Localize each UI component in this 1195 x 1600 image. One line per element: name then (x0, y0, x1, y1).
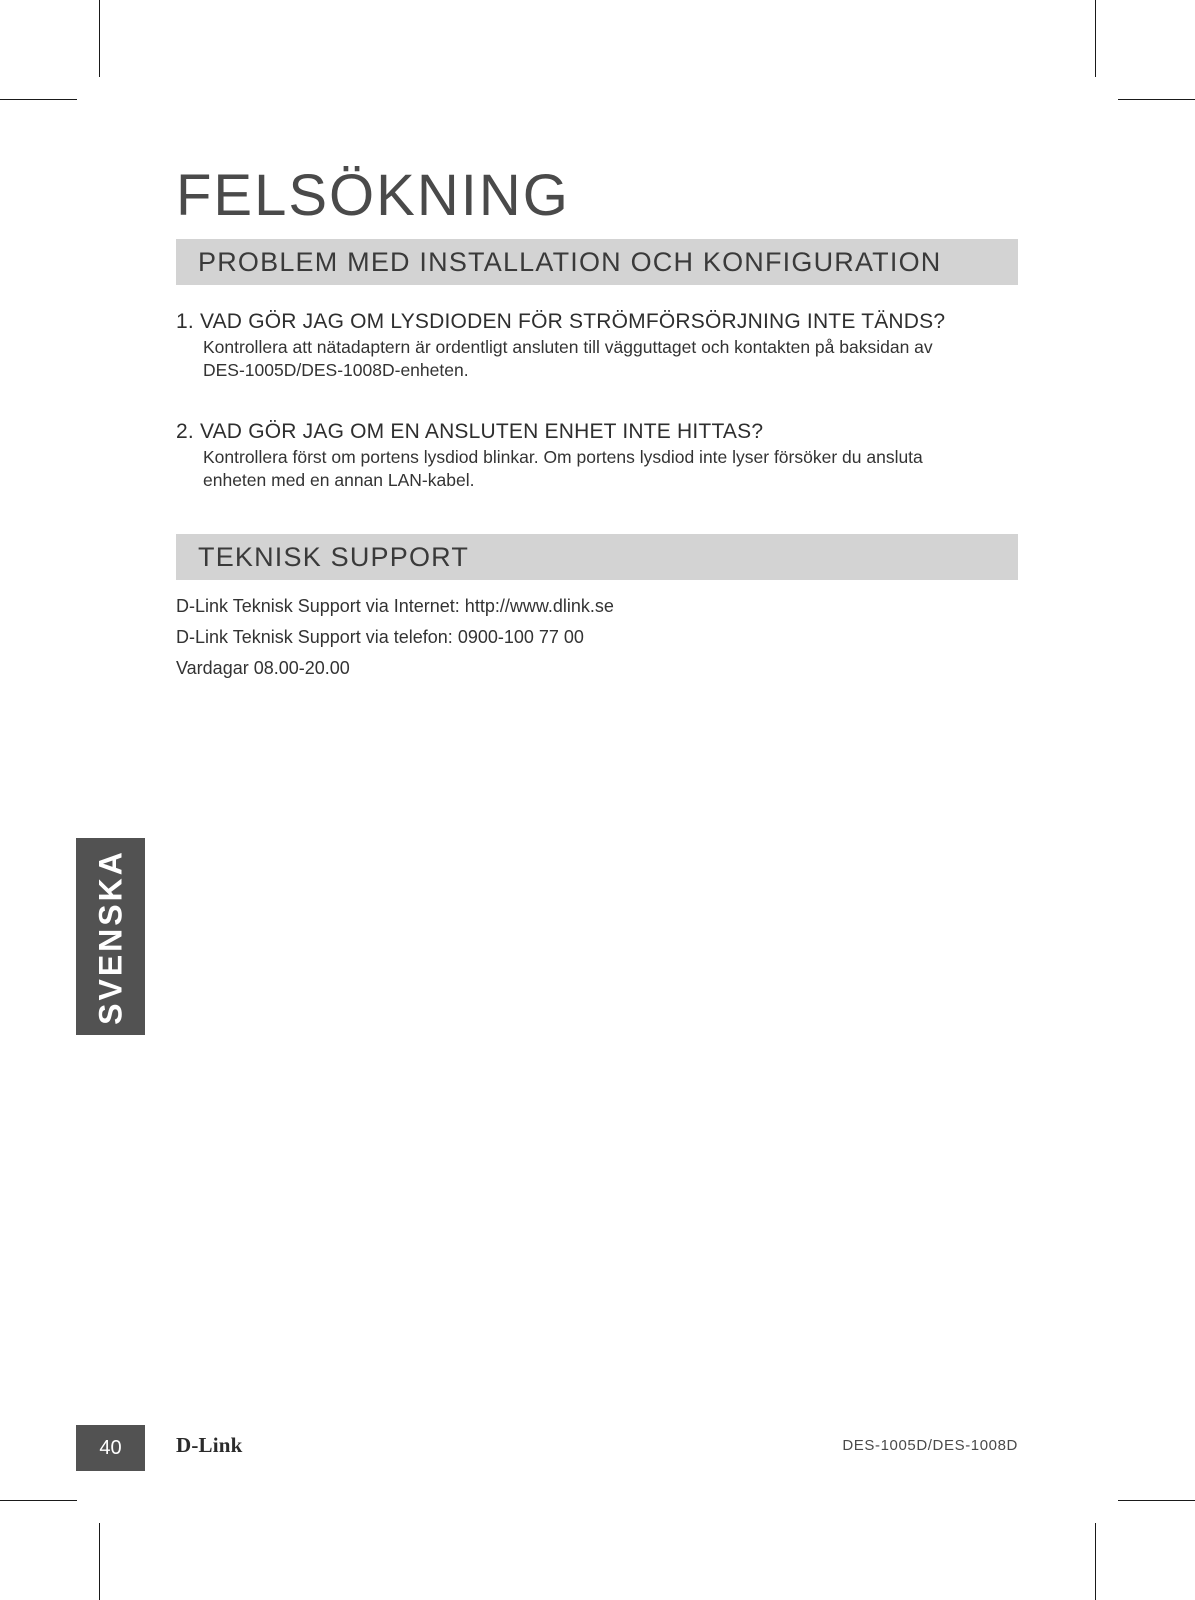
dlink-logo: D-Link (176, 1433, 243, 1457)
faq-answer-line: enheten med en annan LAN-kabel. (203, 470, 475, 490)
crop-mark (0, 99, 77, 100)
crop-mark (1118, 99, 1195, 100)
section-heading-label: PROBLEM MED INSTALLATION OCH KONFIGURATION (198, 247, 942, 277)
section-heading-support (176, 534, 1018, 580)
crop-mark (99, 1523, 100, 1600)
faq-answer-line: Kontrollera att nätadaptern är ordentligt ansluten till vägguttaget och kontakten på baksidan av (203, 337, 933, 357)
crop-mark (99, 0, 100, 77)
faq-question: 1. VAD GÖR JAG OM LYSDIODEN FÖR STRÖMFÖRSÖRJNING INTE TÄNDS? (176, 310, 946, 333)
language-tab-label: SVENSKA (92, 848, 128, 1025)
support-hours: Vardagar 08.00-20.00 (176, 658, 350, 678)
model-number: DES-1005D/DES-1008D (842, 1437, 1018, 1454)
crop-mark (1095, 0, 1096, 77)
faq-answer-line: Kontrollera först om portens lysdiod blinkar. Om portens lysdiod inte lyser försöker du ansluta (203, 447, 923, 467)
crop-mark (1118, 1500, 1195, 1501)
section-heading-installation (176, 239, 1018, 285)
support-internet: D-Link Teknisk Support via Internet: http://www.dlink.se (176, 596, 614, 616)
support-phone: D-Link Teknisk Support via telefon: 0900-100 77 00 (176, 627, 584, 647)
crop-mark (0, 1500, 77, 1501)
page-title: FELSÖKNING (176, 163, 570, 228)
section-heading-label: TEKNISK SUPPORT (198, 542, 470, 572)
page-number-box (76, 1425, 145, 1471)
language-tab (76, 838, 145, 1035)
faq-answer-line: DES-1005D/DES-1008D-enheten. (203, 360, 469, 380)
crop-mark (1095, 1523, 1096, 1600)
page-number: 40 (99, 1437, 122, 1459)
faq-question: 2. VAD GÖR JAG OM EN ANSLUTEN ENHET INTE HITTAS? (176, 420, 764, 443)
